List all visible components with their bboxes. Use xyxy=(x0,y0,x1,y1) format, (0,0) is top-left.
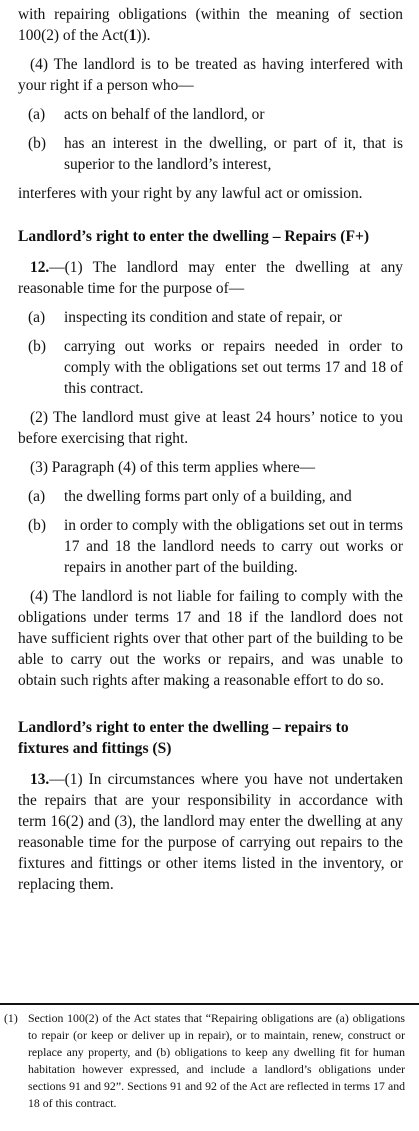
continued-text-end: )). xyxy=(136,27,151,44)
continued-paragraph xyxy=(18,4,403,46)
footnote xyxy=(4,1010,405,1112)
paragraph-4-intro: (4) The landlord is to be treated as having interfered with your right if a person who— xyxy=(18,56,403,94)
list-item-label: (a) xyxy=(28,309,46,326)
term-12-intro-text: —(1) The landlord may enter the dwelling at any reasonable time for the purpose of— xyxy=(18,259,403,297)
list-item xyxy=(28,104,403,125)
term-13-paragraph-1 xyxy=(18,769,403,895)
list-item xyxy=(28,133,403,175)
list-item-text: has an interest in the dwelling, or part of it, that is superior to the landlord’s interest, xyxy=(64,135,403,173)
paragraph-4-end: interferes with your right by any lawful act or omission. xyxy=(18,185,363,202)
list-item-text: inspecting its condition and state of repair, or xyxy=(64,309,343,326)
heading-term-13: Landlord’s right to enter the dwelling – repairs to fixtures and fittings (S) xyxy=(18,719,349,757)
list-item xyxy=(28,307,403,328)
list-item-text: acts on behalf of the landlord, or xyxy=(64,106,265,123)
term-13-text: —(1) In circumstances where you have not undertaken the repairs that are your responsibility in accordance with term 16(2) and (3), the landlord may enter the dwelling at any reasonable time for the purpose of carrying out repairs to the fixtures and fittings or other items listed in the inventory, or replacing them. xyxy=(18,771,403,893)
footnote-divider xyxy=(0,1003,419,1005)
list-item-label: (a) xyxy=(28,106,46,123)
term-12-intro xyxy=(18,257,403,299)
term-13-number: 13. xyxy=(30,771,50,788)
list-item-label: (b) xyxy=(28,135,46,152)
list-item-label: (b) xyxy=(28,338,46,355)
list-item xyxy=(28,515,403,578)
list-item-text: in order to comply with the obligations set out in terms 17 and 18 the landlord needs to carry out works or repairs in another part of the building. xyxy=(64,517,403,576)
term-12-paragraph-2: (2) The landlord must give at least 24 hours’ notice to you before exercising that right. xyxy=(18,409,403,447)
list-item xyxy=(28,486,403,507)
list-item-text: carrying out works or repairs needed in order to comply with the obligations set out terms 17 and 18 of this contract. xyxy=(64,338,403,397)
continued-text: with repairing obligations (within the meaning of section 100(2) of the Act( xyxy=(18,6,403,44)
list-item-label: (b) xyxy=(28,517,46,534)
footnote-text: Section 100(2) of the Act states that “Repairing obligations are (a) obligations to repair (or keep or deliver up in repair), or to maintain, renew, construct or replace any property, and (b) obligations to keep any dwelling fit for human habitation however expressed, and include a landlord’s obligations under sections 91 and 92”. Sections 91 and 92 of the Act are reflected in terms 17 and 18 of this contract. xyxy=(28,1011,405,1110)
footnote-reference[interactable]: 1 xyxy=(128,27,137,44)
term-12-paragraph-3: (3) Paragraph (4) of this term applies where— xyxy=(30,459,316,476)
list-item xyxy=(28,336,403,399)
term-12-paragraph-4: (4) The landlord is not liable for failing to comply with the obligations under terms 17 and 18 if the landlord does not have sufficient rights over that other part of the building to be able to carry out the works or repairs, and was unable to obtain such rights after making a reasonable effort to do so. xyxy=(18,588,403,689)
footnote-label: (1) xyxy=(4,1011,18,1025)
list-item-text: the dwelling forms part only of a building, and xyxy=(64,488,352,505)
list-item-label: (a) xyxy=(28,488,46,505)
heading-term-12: Landlord’s right to enter the dwelling – Repairs (F+) xyxy=(18,228,370,245)
term-12-number: 12. xyxy=(30,259,50,276)
